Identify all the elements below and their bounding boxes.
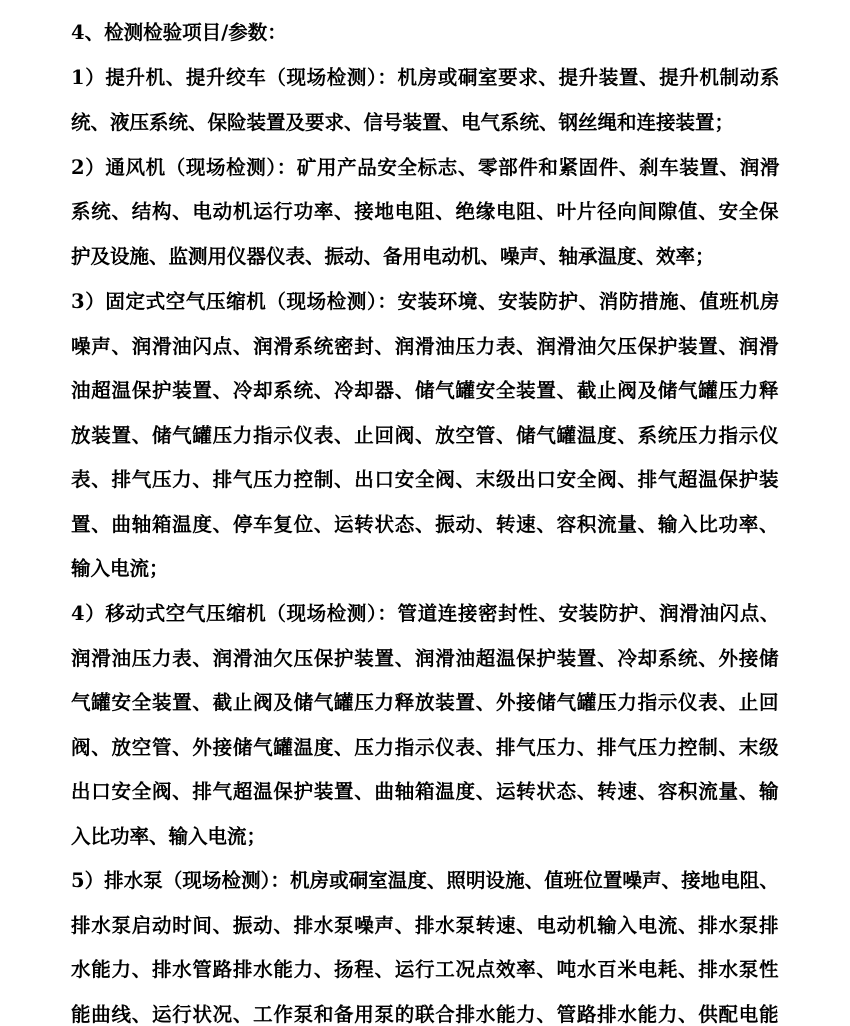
item-1-line-2: 统、液压系统、保险装置及要求、信号装置、电气系统、钢丝绳和连接装置；: [71, 111, 735, 134]
item-4-line-5: 出口安全阀、排气超温保护装置、曲轴箱温度、运转状态、转速、容积流量、输: [71, 780, 780, 803]
item-4-line-2: 润滑油压力表、润滑油欠压保护装置、润滑油超温保护装置、冷却系统、外接储: [71, 647, 780, 670]
item-5-line-1: 5）排水泵（现场检测）：机房或硐室温度、照明设施、值班位置噪声、接地电阻、: [71, 869, 779, 892]
item-5-line-4: 能曲线、运行状况、工作泵和备用泵的联合排水能力、管路排水能力、供配电能: [71, 1003, 780, 1026]
item-3-line-1: 3）固定式空气压缩机（现场检测）：安装环境、安装防护、消防措施、值班机房: [71, 290, 780, 313]
item-4-line-1: 4）移动式空气压缩机（现场检测）：管道连接密封性、安装防护、润滑油闪点、: [71, 602, 780, 625]
item-4-line-4: 阀、放空管、外接储气罐温度、压力指示仪表、排气压力、排气压力控制、末级: [71, 736, 780, 759]
item-4-line-6: 入比功率、输入电流；: [71, 825, 267, 848]
section-heading: 4、检测检验项目/参数：: [71, 21, 287, 44]
item-2-line-2: 系统、结构、电动机运行功率、接地电阻、绝缘电阻、叶片径向间隙值、安全保: [71, 200, 780, 223]
item-1-line-1: 1）提升机、提升绞车（现场检测）：机房或硐室要求、提升装置、提升机制动系: [71, 66, 780, 89]
item-3-line-5: 表、排气压力、排气压力控制、出口安全阀、末级出口安全阀、排气超温保护装: [71, 468, 780, 491]
item-3-line-7: 输入电流；: [71, 557, 169, 580]
item-5-line-2: 排水泵启动时间、振动、排水泵噪声、排水泵转速、电动机输入电流、排水泵排: [71, 914, 780, 937]
item-5-line-3: 水能力、排水管路排水能力、扬程、运行工况点效率、吨水百米电耗、排水泵性: [71, 958, 780, 981]
item-3-line-4: 放装置、储气罐压力指示仪表、止回阀、放空管、储气罐温度、系统压力指示仪: [71, 424, 780, 447]
item-3-line-3: 油超温保护装置、冷却系统、冷却器、储气罐安全装置、截止阀及储气罐压力释: [71, 379, 780, 402]
item-4-line-3: 气罐安全装置、截止阀及储气罐压力释放装置、外接储气罐压力指示仪表、止回: [71, 691, 780, 714]
item-3-line-2: 噪声、润滑油闪点、润滑系统密封、润滑油压力表、润滑油欠压保护装置、润滑: [71, 335, 780, 358]
item-2-line-3: 护及设施、监测用仪器仪表、振动、备用电动机、噪声、轴承温度、效率；: [71, 245, 715, 268]
item-3-line-6: 置、曲轴箱温度、停车复位、运转状态、振动、转速、容积流量、输入比功率、: [71, 513, 780, 536]
item-2-line-1: 2）通风机（现场检测）：矿用产品安全标志、零部件和紧固件、刹车装置、润滑: [71, 156, 780, 179]
